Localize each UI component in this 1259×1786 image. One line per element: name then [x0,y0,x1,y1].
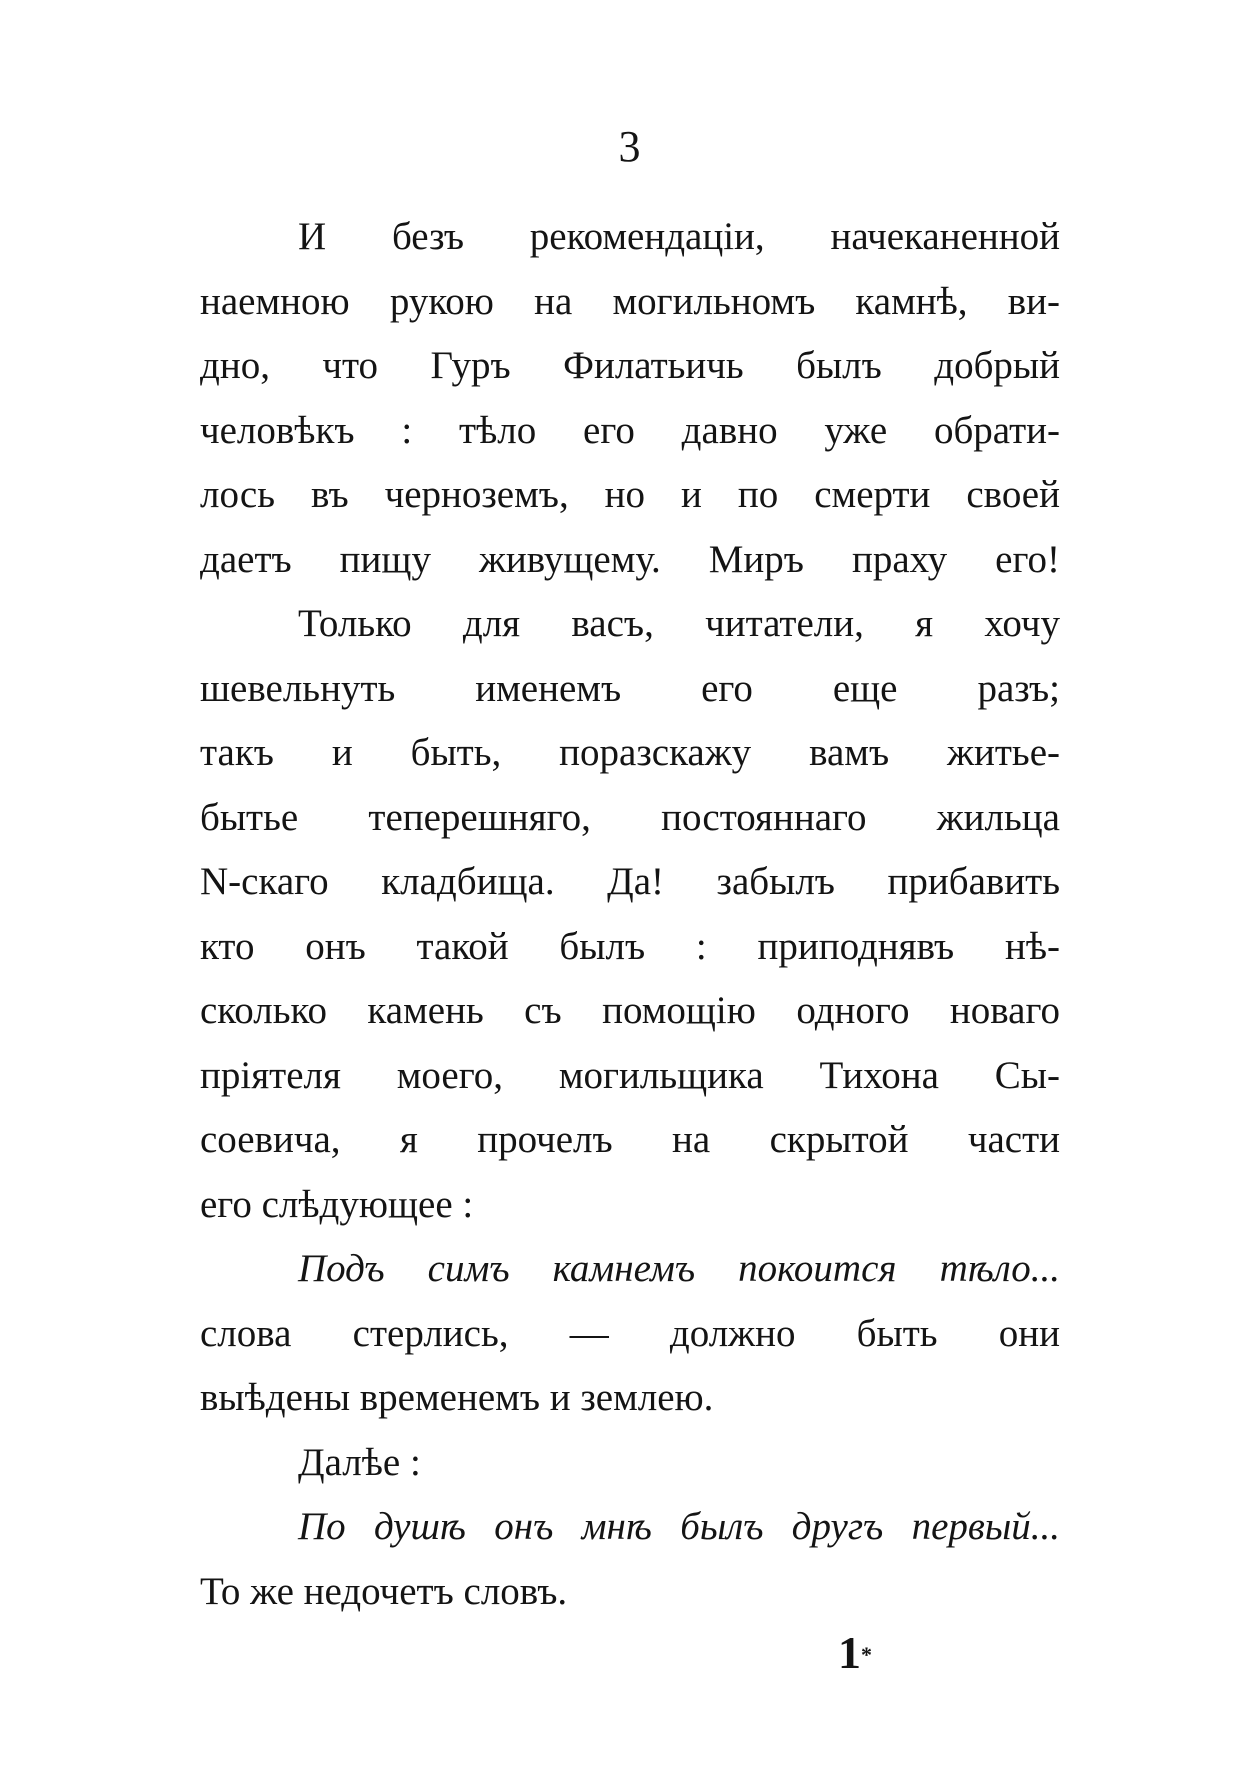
body-text [200,205,1060,1624]
text-line: выѣдены временемъ и землею. [200,1376,714,1419]
signature-number: 1 [838,1627,861,1678]
printer-signature [838,1628,872,1678]
text-line: соевича, я прочелъ на скрытой части [200,1118,1060,1161]
text-line: сколько камень съ помощію одного новаго [200,989,1060,1032]
page-number: 3 [618,122,641,171]
text-line: его слѣдующее : [200,1182,474,1226]
text-line: N-скаго кладбища. Да! забылъ прибавить [200,860,1060,903]
text-line: слова стерлись, — должно быть они [200,1311,1060,1355]
text-line: шевельнуть именемъ его еще разъ; [200,666,1060,710]
text-line: пріятеля моего, могильщика Тихона Сы- [200,1053,1060,1097]
text-line: даетъ пищу живущему. Миръ праху его! [200,537,1060,581]
signature-star: * [861,1642,872,1667]
inscription-line: Подъ симъ камнемъ покоится тѣло... [298,1247,1060,1290]
text-line: такъ и быть, поразскажу вамъ житье- [200,731,1060,774]
inscription-line: По душѣ онъ мнѣ былъ другъ первый... [298,1505,1060,1548]
text-line: лось въ черноземъ, но и по смерти своей [200,473,1060,516]
text-line: наемною рукою на могильномъ камнѣ, ви- [200,279,1060,323]
text-line: кто онъ такой былъ : приподнявъ нѣ- [200,924,1060,968]
text-line: дно, что Гуръ Филатьичь былъ добрый [200,344,1060,387]
text-line: человѣкъ : тѣло его давно уже обрати- [200,408,1060,452]
text-line: И безъ рекомендаціи, начеканенной [298,215,1060,258]
text-line: бытье теперешняго, постояннаго жильца [200,795,1060,839]
text-line: То же недочетъ словъ. [200,1569,568,1613]
text-line: Только для васъ, читатели, я хочу [298,602,1060,645]
text-line: Далѣе : [298,1440,421,1484]
